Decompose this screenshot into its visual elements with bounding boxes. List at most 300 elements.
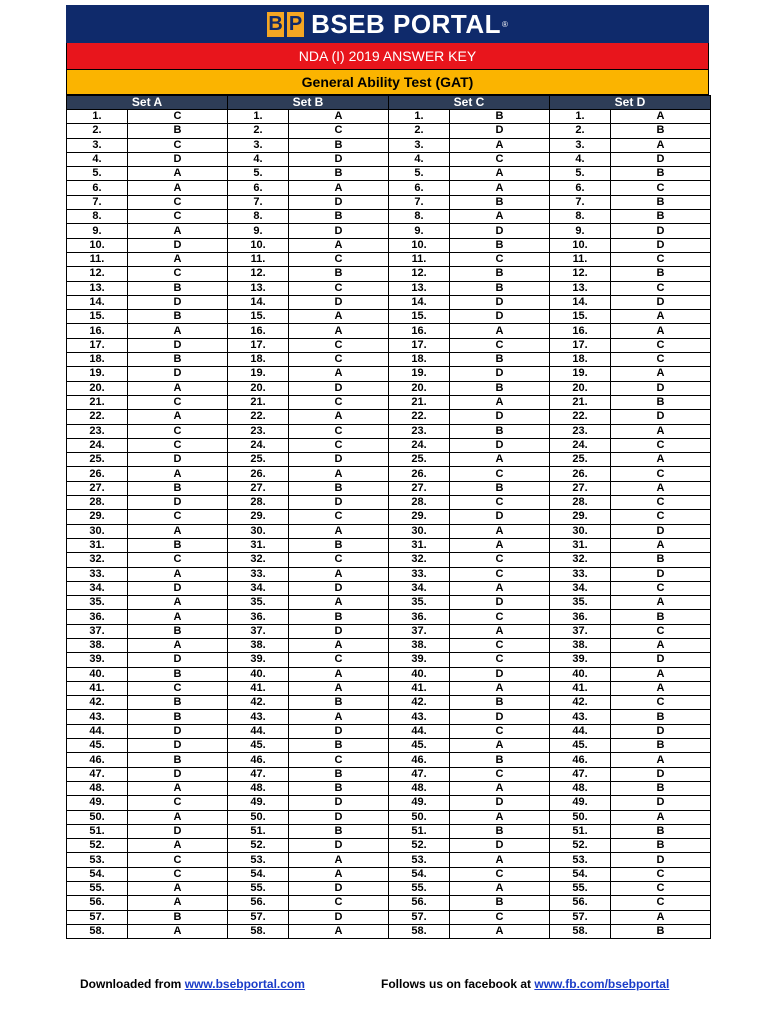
answer-cell: A xyxy=(128,324,228,338)
question-number: 54. xyxy=(389,867,450,881)
question-number: 48. xyxy=(67,781,128,795)
answer-cell: A xyxy=(289,238,389,252)
answer-cell: C xyxy=(611,252,711,266)
table-row xyxy=(67,395,711,409)
answer-cell: B xyxy=(128,281,228,295)
question-number: 3. xyxy=(67,138,128,152)
answer-cell: D xyxy=(611,524,711,538)
question-number: 26. xyxy=(67,467,128,481)
question-number: 10. xyxy=(389,238,450,252)
question-number: 42. xyxy=(228,696,289,710)
question-number: 8. xyxy=(389,210,450,224)
answer-cell: C xyxy=(128,510,228,524)
question-number: 51. xyxy=(228,824,289,838)
question-number: 57. xyxy=(550,910,611,924)
question-number: 43. xyxy=(389,710,450,724)
question-number: 40. xyxy=(228,667,289,681)
answer-cell: C xyxy=(450,553,550,567)
answer-cell: D xyxy=(128,767,228,781)
question-number: 49. xyxy=(389,796,450,810)
registered-mark: ® xyxy=(502,19,508,29)
table-row xyxy=(67,824,711,838)
answer-cell: B xyxy=(289,267,389,281)
question-number: 13. xyxy=(67,281,128,295)
question-number: 10. xyxy=(550,238,611,252)
table-row xyxy=(67,324,711,338)
question-number: 30. xyxy=(67,524,128,538)
answer-cell: B xyxy=(611,924,711,938)
answer-cell: B xyxy=(611,267,711,281)
answer-cell: D xyxy=(289,295,389,309)
answer-cell: D xyxy=(128,238,228,252)
answer-cell: B xyxy=(611,739,711,753)
question-number: 18. xyxy=(67,353,128,367)
question-number: 35. xyxy=(228,596,289,610)
answer-cell: D xyxy=(611,224,711,238)
question-number: 12. xyxy=(228,267,289,281)
answer-cell: D xyxy=(450,224,550,238)
table-row xyxy=(67,438,711,452)
table-row xyxy=(67,238,711,252)
question-number: 47. xyxy=(228,767,289,781)
question-number: 21. xyxy=(389,395,450,409)
question-number: 21. xyxy=(67,395,128,409)
answer-cell: A xyxy=(289,310,389,324)
answer-cell: C xyxy=(128,424,228,438)
table-row xyxy=(67,338,711,352)
answer-cell: C xyxy=(128,395,228,409)
question-number: 13. xyxy=(228,281,289,295)
answer-cell: A xyxy=(450,624,550,638)
answer-cell: A xyxy=(611,910,711,924)
answer-cell: A xyxy=(289,924,389,938)
answer-cell: C xyxy=(611,581,711,595)
answer-cell: A xyxy=(450,210,550,224)
answer-cell: B xyxy=(611,210,711,224)
answer-cell: C xyxy=(611,181,711,195)
footer-follow-label: Follows us on facebook at xyxy=(381,977,532,991)
question-number: 5. xyxy=(228,167,289,181)
answer-cell: A xyxy=(289,638,389,652)
answer-cell: B xyxy=(128,710,228,724)
question-number: 52. xyxy=(389,839,450,853)
question-number: 37. xyxy=(67,624,128,638)
answer-cell: D xyxy=(128,824,228,838)
answer-cell: D xyxy=(611,567,711,581)
question-number: 38. xyxy=(228,638,289,652)
question-number: 24. xyxy=(228,438,289,452)
answer-key-sheet xyxy=(66,5,709,939)
answer-cell: D xyxy=(450,596,550,610)
question-number: 7. xyxy=(67,195,128,209)
answer-cell: B xyxy=(450,353,550,367)
question-number: 20. xyxy=(228,381,289,395)
question-number: 55. xyxy=(67,882,128,896)
question-number: 53. xyxy=(550,853,611,867)
question-number: 17. xyxy=(389,338,450,352)
question-number: 7. xyxy=(389,195,450,209)
answer-cell: B xyxy=(289,481,389,495)
question-number: 27. xyxy=(67,481,128,495)
answer-cell: C xyxy=(450,724,550,738)
question-number: 43. xyxy=(550,710,611,724)
brand-banner xyxy=(66,5,709,43)
question-number: 39. xyxy=(389,653,450,667)
question-number: 22. xyxy=(389,410,450,424)
answer-cell: D xyxy=(450,510,550,524)
question-number: 29. xyxy=(550,510,611,524)
answer-cell: B xyxy=(128,310,228,324)
question-number: 41. xyxy=(67,681,128,695)
answer-cell: C xyxy=(450,496,550,510)
table-row xyxy=(67,510,711,524)
answer-cell: A xyxy=(128,781,228,795)
question-number: 31. xyxy=(67,538,128,552)
question-number: 58. xyxy=(228,924,289,938)
question-number: 48. xyxy=(389,781,450,795)
question-number: 25. xyxy=(67,453,128,467)
question-number: 25. xyxy=(228,453,289,467)
question-number: 49. xyxy=(67,796,128,810)
question-number: 24. xyxy=(67,438,128,452)
question-number: 17. xyxy=(67,338,128,352)
question-number: 49. xyxy=(228,796,289,810)
question-number: 33. xyxy=(389,567,450,581)
question-number: 50. xyxy=(550,810,611,824)
answer-cell: A xyxy=(450,853,550,867)
question-number: 38. xyxy=(550,638,611,652)
question-number: 52. xyxy=(67,839,128,853)
answer-cell: B xyxy=(289,210,389,224)
answer-cell: A xyxy=(450,524,550,538)
table-row xyxy=(67,295,711,309)
answer-cell: C xyxy=(450,467,550,481)
question-number: 34. xyxy=(389,581,450,595)
question-number: 3. xyxy=(550,138,611,152)
answer-cell: A xyxy=(128,467,228,481)
question-number: 53. xyxy=(389,853,450,867)
answer-cell: D xyxy=(289,882,389,896)
answer-cell: D xyxy=(450,295,550,309)
question-number: 32. xyxy=(389,553,450,567)
table-row xyxy=(67,381,711,395)
answer-cell: D xyxy=(450,667,550,681)
answer-cell: A xyxy=(450,538,550,552)
answer-cell: B xyxy=(611,195,711,209)
answer-cell: B xyxy=(450,110,550,124)
answer-cell: A xyxy=(450,882,550,896)
question-number: 41. xyxy=(389,681,450,695)
answer-cell: C xyxy=(289,124,389,138)
answer-cell: C xyxy=(450,338,550,352)
question-number: 23. xyxy=(389,424,450,438)
question-number: 45. xyxy=(389,739,450,753)
answer-cell: C xyxy=(289,281,389,295)
question-number: 58. xyxy=(550,924,611,938)
answer-cell: D xyxy=(611,796,711,810)
answer-cell: B xyxy=(128,124,228,138)
question-number: 12. xyxy=(67,267,128,281)
question-number: 19. xyxy=(389,367,450,381)
answer-table-body xyxy=(67,110,711,939)
answer-cell: C xyxy=(611,496,711,510)
answer-cell: B xyxy=(128,353,228,367)
answer-cell: D xyxy=(611,724,711,738)
answer-cell: B xyxy=(450,696,550,710)
question-number: 42. xyxy=(67,696,128,710)
answer-cell: C xyxy=(289,438,389,452)
question-number: 31. xyxy=(389,538,450,552)
answer-cell: C xyxy=(450,567,550,581)
question-number: 15. xyxy=(550,310,611,324)
answer-cell: B xyxy=(289,739,389,753)
question-number: 15. xyxy=(67,310,128,324)
answer-cell: C xyxy=(611,438,711,452)
question-number: 23. xyxy=(550,424,611,438)
answer-cell: B xyxy=(450,267,550,281)
answer-cell: A xyxy=(611,110,711,124)
table-row xyxy=(67,152,711,166)
question-number: 58. xyxy=(67,924,128,938)
table-row xyxy=(67,138,711,152)
answer-cell: D xyxy=(289,796,389,810)
answer-cell: A xyxy=(128,381,228,395)
answer-cell: C xyxy=(289,753,389,767)
question-number: 13. xyxy=(389,281,450,295)
answer-cell: A xyxy=(611,367,711,381)
question-number: 35. xyxy=(389,596,450,610)
question-number: 25. xyxy=(550,453,611,467)
answer-cell: C xyxy=(450,867,550,881)
answer-cell: C xyxy=(450,610,550,624)
answer-cell: A xyxy=(450,781,550,795)
answer-cell: C xyxy=(611,281,711,295)
answer-cell: C xyxy=(289,395,389,409)
question-number: 20. xyxy=(550,381,611,395)
answer-cell: C xyxy=(289,338,389,352)
footer-follow xyxy=(381,977,669,991)
question-number: 27. xyxy=(228,481,289,495)
table-row xyxy=(67,781,711,795)
answer-cell: C xyxy=(611,467,711,481)
question-number: 4. xyxy=(550,152,611,166)
answer-cell: C xyxy=(128,195,228,209)
answer-cell: D xyxy=(611,410,711,424)
question-number: 46. xyxy=(67,753,128,767)
answer-cell: D xyxy=(289,496,389,510)
answer-cell: A xyxy=(289,110,389,124)
question-number: 1. xyxy=(67,110,128,124)
answer-cell: A xyxy=(128,896,228,910)
question-number: 35. xyxy=(550,596,611,610)
question-number: 28. xyxy=(389,496,450,510)
answer-cell: D xyxy=(128,367,228,381)
answer-cell: B xyxy=(128,667,228,681)
question-number: 1. xyxy=(389,110,450,124)
answer-cell: A xyxy=(289,710,389,724)
question-number: 44. xyxy=(550,724,611,738)
question-number: 22. xyxy=(67,410,128,424)
answer-cell: D xyxy=(289,152,389,166)
answer-cell: A xyxy=(289,867,389,881)
answer-cell: C xyxy=(450,638,550,652)
question-number: 29. xyxy=(389,510,450,524)
question-number: 36. xyxy=(389,610,450,624)
question-number: 37. xyxy=(389,624,450,638)
answer-cell: A xyxy=(611,596,711,610)
answer-cell: A xyxy=(128,810,228,824)
answer-cell: D xyxy=(128,152,228,166)
table-row xyxy=(67,281,711,295)
brand-name: BSEB PORTAL xyxy=(311,8,501,39)
set-header: Set A xyxy=(67,96,228,110)
answer-cell: C xyxy=(611,696,711,710)
answer-cell: A xyxy=(611,638,711,652)
answer-cell: D xyxy=(450,710,550,724)
question-number: 39. xyxy=(228,653,289,667)
answer-cell: A xyxy=(450,581,550,595)
question-number: 26. xyxy=(550,467,611,481)
question-number: 25. xyxy=(389,453,450,467)
question-number: 46. xyxy=(389,753,450,767)
answer-cell: B xyxy=(611,824,711,838)
question-number: 54. xyxy=(67,867,128,881)
answer-cell: B xyxy=(611,395,711,409)
question-number: 2. xyxy=(67,124,128,138)
table-row xyxy=(67,410,711,424)
question-number: 10. xyxy=(228,238,289,252)
question-number: 36. xyxy=(67,610,128,624)
answer-cell: C xyxy=(289,653,389,667)
answer-cell: C xyxy=(128,110,228,124)
question-number: 2. xyxy=(389,124,450,138)
answer-cell: D xyxy=(128,453,228,467)
logo-letter-b: B xyxy=(268,12,283,35)
answer-cell: C xyxy=(450,653,550,667)
answer-cell: C xyxy=(611,510,711,524)
answer-cell: A xyxy=(128,252,228,266)
table-row xyxy=(67,882,711,896)
question-number: 5. xyxy=(67,167,128,181)
answer-cell: D xyxy=(289,195,389,209)
question-number: 50. xyxy=(228,810,289,824)
set-header: Set C xyxy=(389,96,550,110)
question-number: 22. xyxy=(228,410,289,424)
answer-cell: A xyxy=(128,924,228,938)
question-number: 27. xyxy=(389,481,450,495)
question-number: 31. xyxy=(228,538,289,552)
answer-cell: D xyxy=(289,724,389,738)
table-row xyxy=(67,753,711,767)
footer-download xyxy=(80,977,305,991)
answer-cell: B xyxy=(611,839,711,853)
question-number: 43. xyxy=(67,710,128,724)
answer-cell: C xyxy=(128,438,228,452)
question-number: 47. xyxy=(389,767,450,781)
answer-cell: C xyxy=(450,910,550,924)
answer-cell: C xyxy=(611,867,711,881)
answer-cell: D xyxy=(450,796,550,810)
answer-cell: A xyxy=(450,138,550,152)
question-number: 54. xyxy=(550,867,611,881)
question-number: 37. xyxy=(228,624,289,638)
question-number: 44. xyxy=(228,724,289,738)
question-number: 4. xyxy=(389,152,450,166)
question-number: 3. xyxy=(228,138,289,152)
answer-cell: D xyxy=(611,653,711,667)
question-number: 17. xyxy=(228,338,289,352)
question-number: 29. xyxy=(67,510,128,524)
question-number: 53. xyxy=(67,853,128,867)
answer-table xyxy=(66,95,711,939)
question-number: 7. xyxy=(228,195,289,209)
table-row xyxy=(67,796,711,810)
question-number: 23. xyxy=(67,424,128,438)
question-number: 2. xyxy=(228,124,289,138)
answer-cell: B xyxy=(611,710,711,724)
answer-cell: B xyxy=(450,753,550,767)
question-number: 45. xyxy=(550,739,611,753)
question-number: 11. xyxy=(389,252,450,266)
answer-cell: A xyxy=(450,324,550,338)
question-number: 56. xyxy=(228,896,289,910)
question-number: 47. xyxy=(67,767,128,781)
table-row xyxy=(67,353,711,367)
question-number: 23. xyxy=(228,424,289,438)
question-number: 48. xyxy=(228,781,289,795)
question-number: 19. xyxy=(67,367,128,381)
answer-cell: A xyxy=(450,181,550,195)
footer-download-link[interactable]: www.bsebportal.com xyxy=(184,977,305,991)
answer-cell: A xyxy=(611,310,711,324)
question-number: 40. xyxy=(389,667,450,681)
set-header: Set D xyxy=(550,96,711,110)
table-row xyxy=(67,124,711,138)
table-row xyxy=(67,681,711,695)
question-number: 52. xyxy=(228,839,289,853)
answer-cell: A xyxy=(128,882,228,896)
logo-letter-p: P xyxy=(288,12,303,35)
answer-cell: A xyxy=(289,324,389,338)
question-number: 2. xyxy=(550,124,611,138)
answer-cell: A xyxy=(128,638,228,652)
answer-cell: A xyxy=(450,810,550,824)
footer-follow-link[interactable]: www.fb.com/bsebportal xyxy=(534,977,670,991)
question-number: 45. xyxy=(67,739,128,753)
table-row xyxy=(67,167,711,181)
question-number: 35. xyxy=(67,596,128,610)
table-row xyxy=(67,710,711,724)
question-number: 7. xyxy=(550,195,611,209)
answer-cell: C xyxy=(289,896,389,910)
table-row xyxy=(67,596,711,610)
question-number: 33. xyxy=(550,567,611,581)
question-number: 40. xyxy=(550,667,611,681)
question-number: 57. xyxy=(67,910,128,924)
question-number: 36. xyxy=(550,610,611,624)
answer-cell: D xyxy=(289,453,389,467)
question-number: 44. xyxy=(67,724,128,738)
question-number: 46. xyxy=(228,753,289,767)
question-number: 22. xyxy=(550,410,611,424)
answer-cell: B xyxy=(611,124,711,138)
question-number: 11. xyxy=(550,252,611,266)
table-row xyxy=(67,581,711,595)
answer-cell: C xyxy=(289,510,389,524)
answer-cell: A xyxy=(128,181,228,195)
question-number: 57. xyxy=(228,910,289,924)
question-number: 27. xyxy=(550,481,611,495)
